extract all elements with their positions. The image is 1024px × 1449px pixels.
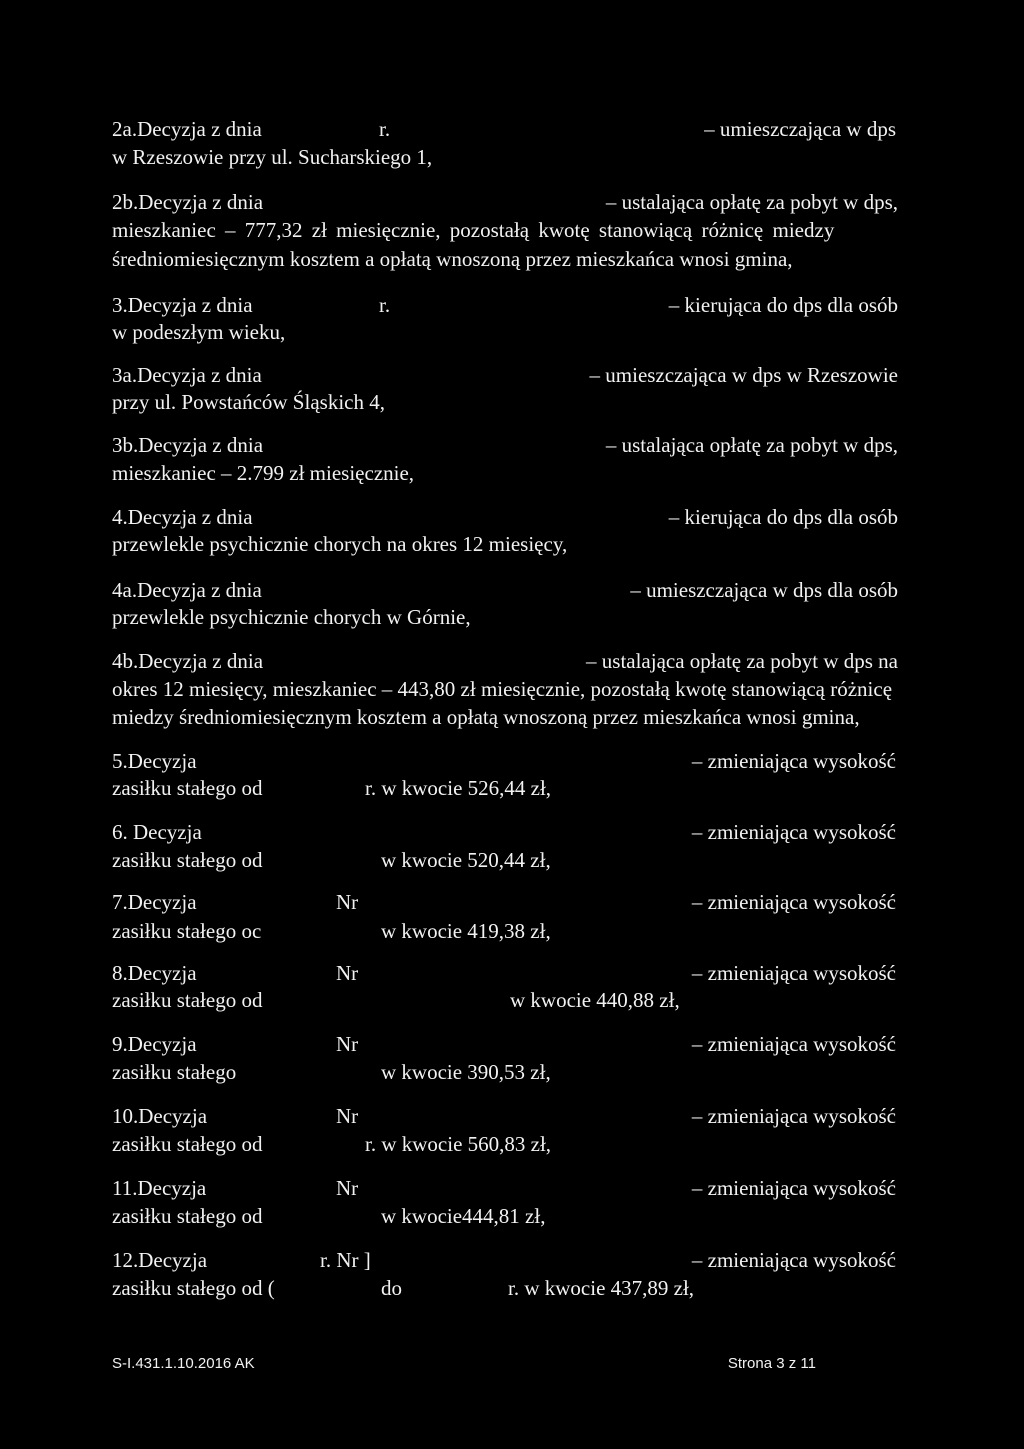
decision-7-number: Nr — [336, 890, 359, 914]
decision-8-line2-start: zasiłku stałego od — [112, 988, 263, 1012]
decision-10-line2-start: zasiłku stałego od — [112, 1132, 263, 1156]
decision-5-label: 5.Decyzja — [112, 749, 197, 773]
decision-8-amount: w kwocie 440,88 zł, — [510, 988, 680, 1012]
decision-3-line2: w podeszłym wieku, — [112, 320, 286, 344]
decision-2a-label: 2a.Decyzja z dnia — [112, 117, 262, 141]
decision-5-description: – zmieniająca wysokość — [691, 749, 896, 773]
decision-7-label: 7.Decyzja — [112, 890, 197, 914]
decision-9-label: 9.Decyzja — [112, 1032, 197, 1056]
decision-3b-line2: mieszkaniec – 2.799 zł miesięcznie, — [112, 461, 415, 485]
decision-9-number: Nr — [336, 1032, 359, 1056]
decision-12-description: – zmieniająca wysokość — [691, 1248, 896, 1272]
decision-4a-description: – umieszczająca w dps dla osób — [630, 578, 898, 602]
decision-10-amount: r. w kwocie 560,83 zł, — [365, 1132, 552, 1156]
decision-11-label: 11.Decyzja — [112, 1176, 207, 1200]
decision-7-description: – zmieniająca wysokość — [691, 890, 896, 914]
decision-3a-description: – umieszczająca w dps w Rzeszowie — [589, 363, 898, 387]
decision-6-amount: w kwocie 520,44 zł, — [381, 848, 551, 872]
footer-page-number: Strona 3 z 11 — [727, 1355, 816, 1372]
decision-2b-line2: mieszkaniec – 777,32 zł miesięcznie, pozostałą kwotę stanowiącą różnicę miedzy — [112, 218, 835, 242]
decision-4b-line2: okres 12 miesięcy, mieszkaniec – 443,80 zł miesięcznie, pozostałą kwotę stanowiącą różnicę — [112, 677, 893, 701]
decision-4b-description: – ustalająca opłatę za pobyt w dps na — [586, 649, 898, 673]
decision-10-number: Nr — [336, 1104, 359, 1128]
decision-3a-line2: przy ul. Powstańców Śląskich 4, — [112, 390, 385, 414]
decision-3a-label: 3a.Decyzja z dnia — [112, 363, 262, 387]
footer-reference: S-I.431.1.10.2016 AK — [112, 1355, 255, 1372]
decision-11-number: Nr — [336, 1176, 359, 1200]
decision-9-line2-start: zasiłku stałego — [112, 1060, 237, 1084]
decision-12-line2-start: zasiłku stałego od ( — [112, 1276, 275, 1300]
decision-2a-line2: w Rzeszowie przy ul. Sucharskiego 1, — [112, 145, 433, 169]
decision-4-line2: przewlekle psychicznie chorych na okres 12 miesięcy, — [112, 532, 568, 556]
decision-10-label: 10.Decyzja — [112, 1104, 208, 1128]
decision-11-line2-start: zasiłku stałego od — [112, 1204, 263, 1228]
decision-3b-label: 3b.Decyzja z dnia — [112, 433, 264, 457]
decision-6-line2-start: zasiłku stałego od — [112, 848, 263, 872]
decision-4a-label: 4a.Decyzja z dnia — [112, 578, 262, 602]
decision-8-number: Nr — [336, 961, 359, 985]
decision-6-label: 6. Decyzja — [112, 820, 202, 844]
decision-3-date-suffix: r. — [379, 293, 391, 317]
decision-3b-description: – ustalająca opłatę za pobyt w dps, — [605, 433, 898, 457]
decision-12-amount: r. w kwocie 437,89 zł, — [508, 1276, 695, 1300]
decision-2b-label: 2b.Decyzja z dnia — [112, 190, 264, 214]
decision-4b-label: 4b.Decyzja z dnia — [112, 649, 264, 673]
decision-3-description: – kierująca do dps dla osób — [668, 293, 898, 317]
decision-7-amount: w kwocie 419,38 zł, — [381, 919, 551, 943]
decision-4-description: – kierująca do dps dla osób — [668, 505, 898, 529]
decision-12-number: r. Nr ] — [320, 1248, 371, 1272]
decision-12-label: 12.Decyzja — [112, 1248, 208, 1272]
decision-11-amount: w kwocie444,81 zł, — [381, 1204, 546, 1228]
decision-2b-line3: średniomiesięcznym kosztem a opłatą wnoszoną przez mieszkańca wnosi gmina, — [112, 247, 793, 271]
decision-10-description: – zmieniająca wysokość — [691, 1104, 896, 1128]
decision-6-description: – zmieniająca wysokość — [691, 820, 896, 844]
decision-7-line2-start: zasiłku stałego oc — [112, 919, 262, 943]
decision-5-amount: r. w kwocie 526,44 zł, — [365, 776, 552, 800]
decision-12-line2-middle: do — [381, 1276, 402, 1300]
decision-4b-line3: miedzy średniomiesięcznym kosztem a opłatą wnoszoną przez mieszkańca wnosi gmina, — [112, 705, 860, 729]
decision-11-description: – zmieniająca wysokość — [691, 1176, 896, 1200]
decision-9-description: – zmieniająca wysokość — [691, 1032, 896, 1056]
decision-8-description: – zmieniająca wysokość — [691, 961, 896, 985]
decision-8-label: 8.Decyzja — [112, 961, 197, 985]
decision-2b-description: – ustalająca opłatę za pobyt w dps, — [605, 190, 898, 214]
decision-5-line2-start: zasiłku stałego od — [112, 776, 263, 800]
decision-2a-description: – umieszczająca w dps — [704, 117, 896, 141]
decision-2a-date-suffix: r. — [379, 117, 391, 141]
decision-4a-line2: przewlekle psychicznie chorych w Górnie, — [112, 605, 471, 629]
decision-4-label: 4.Decyzja z dnia — [112, 505, 253, 529]
decision-9-amount: w kwocie 390,53 zł, — [381, 1060, 551, 1084]
decision-3-label: 3.Decyzja z dnia — [112, 293, 253, 317]
